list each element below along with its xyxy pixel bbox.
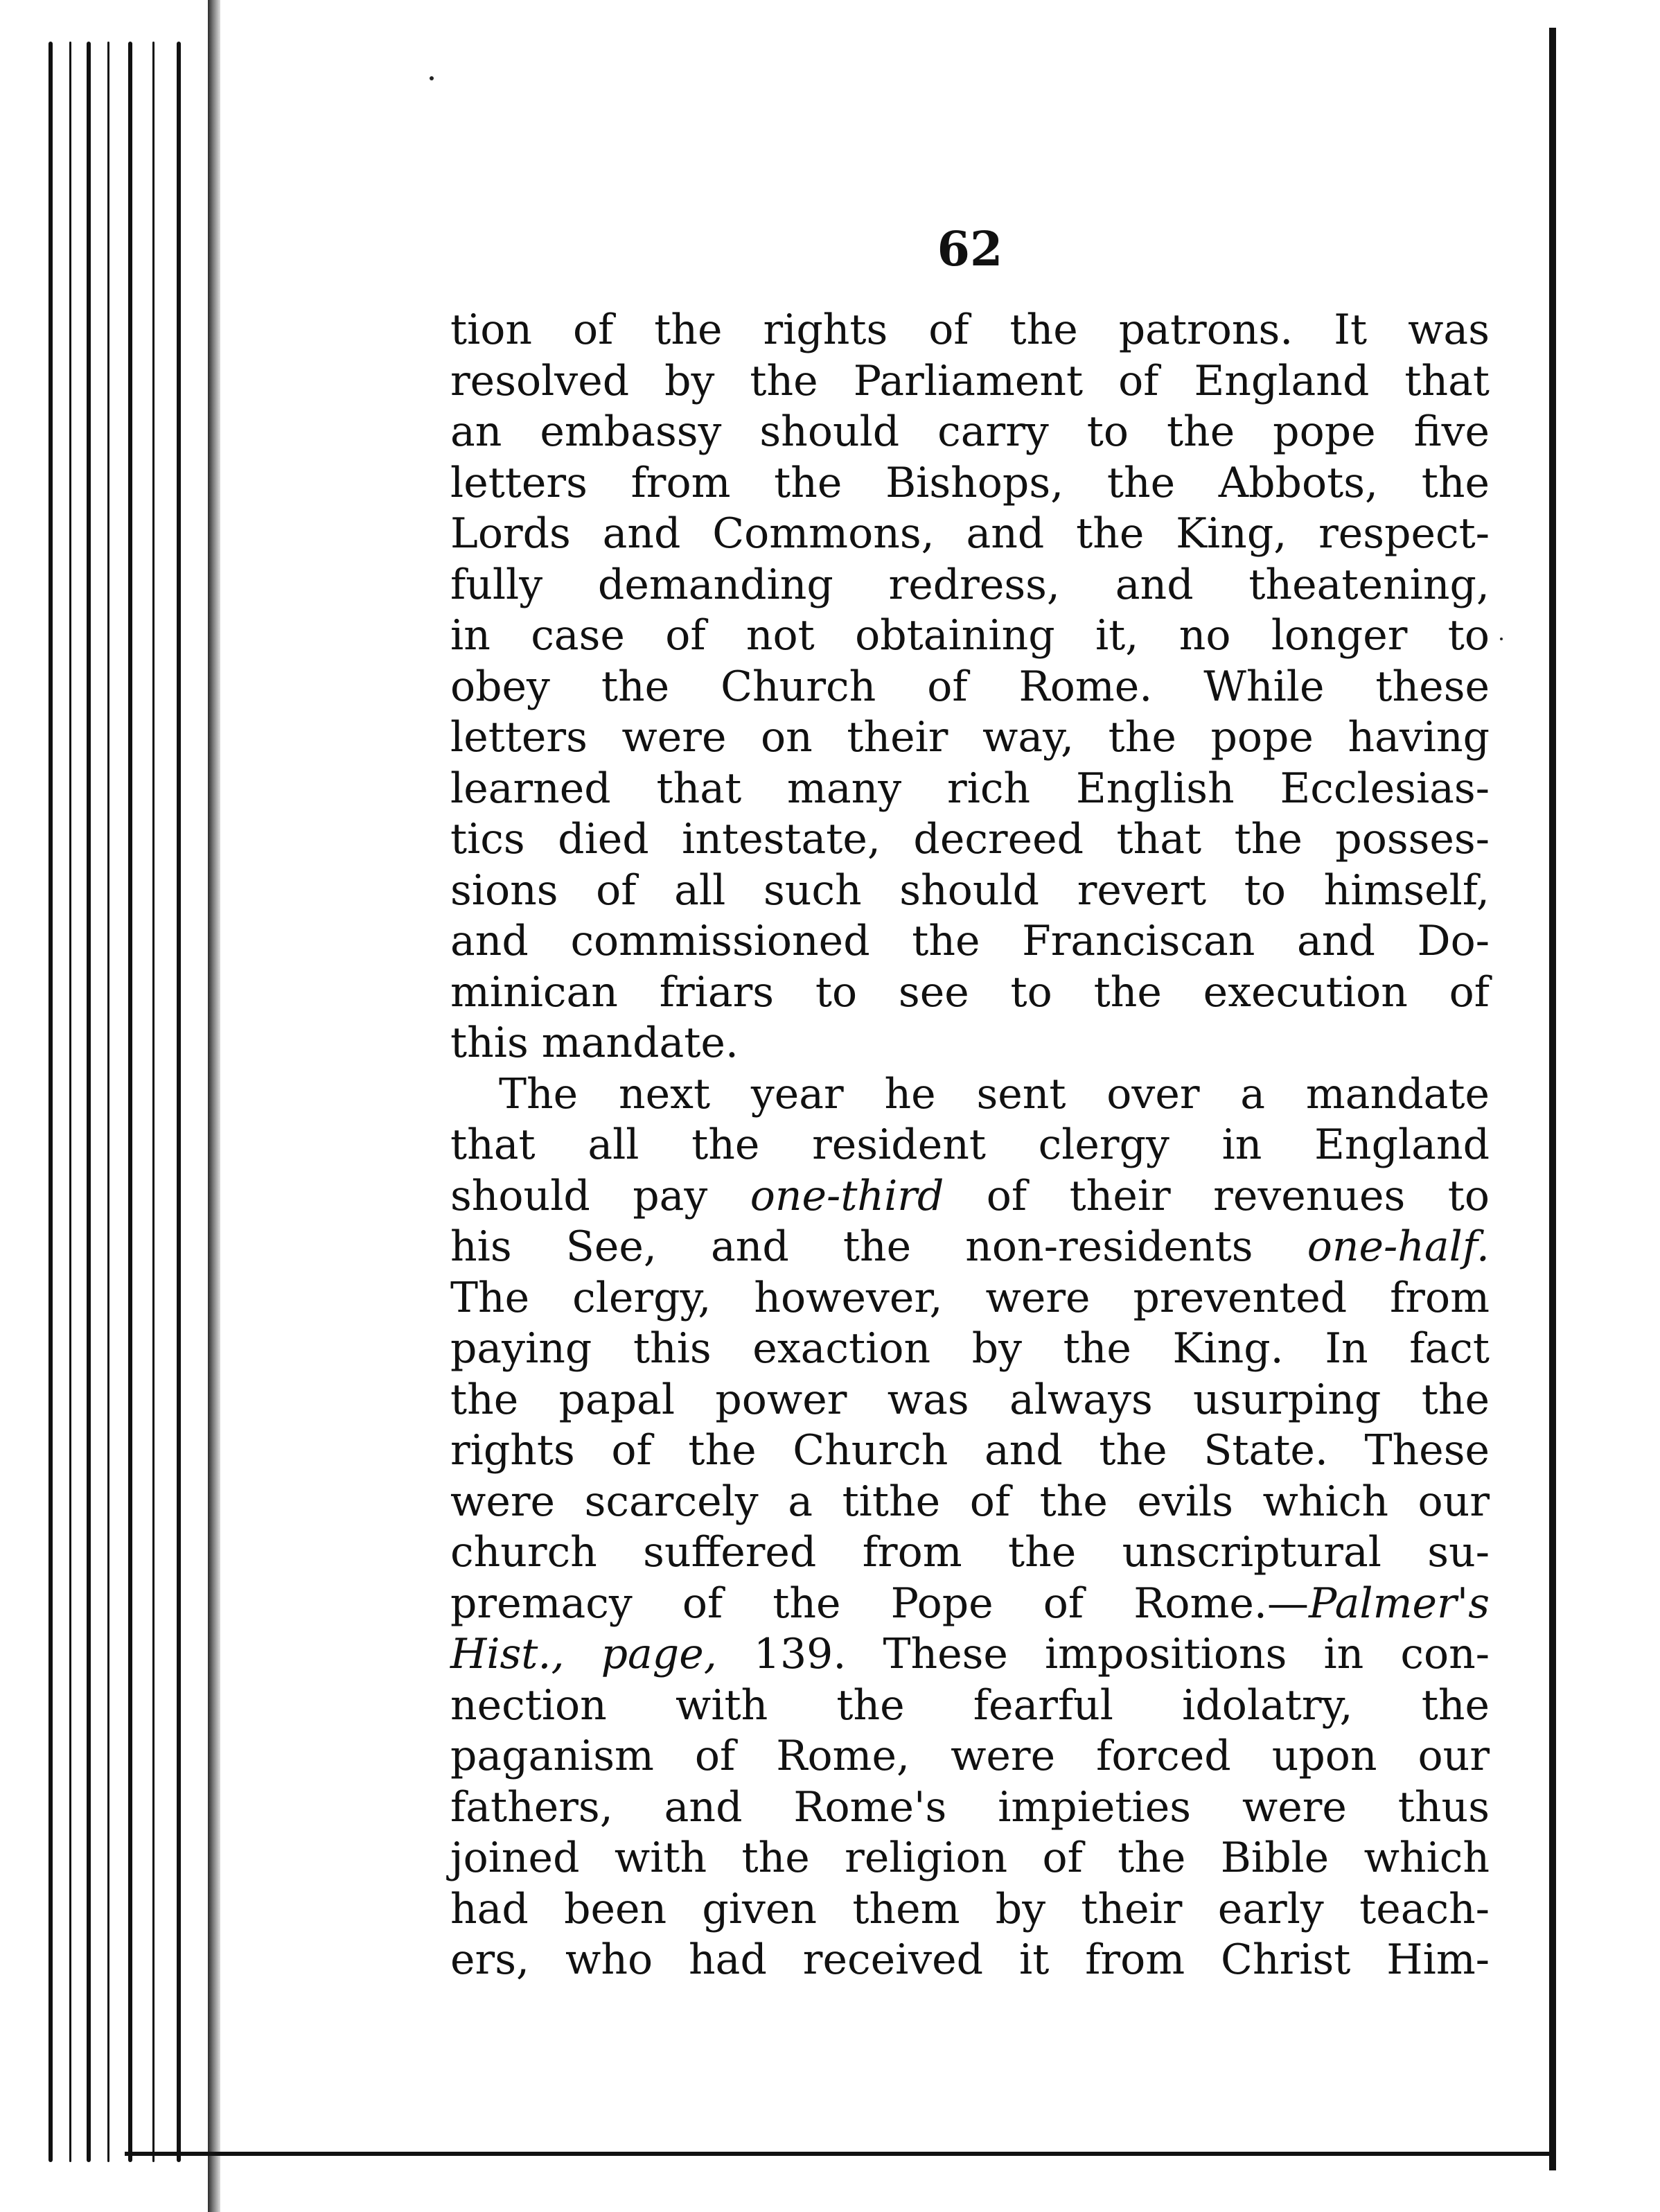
text-line: minican friars to see to the execution of <box>450 967 1490 1017</box>
book-edge-line <box>128 42 132 2162</box>
text-line: fully demanding redress, and theatening, <box>450 560 1490 609</box>
book-edge-line <box>107 42 109 2162</box>
text-line <box>450 1171 1490 1222</box>
text-line: paying this exaction by the King. In fact <box>450 1324 1490 1373</box>
text-line: the papal power was always usurping the <box>450 1375 1490 1424</box>
text-line: sions of all such should revert to himself, <box>450 866 1490 915</box>
page-bottom-edge <box>125 2152 1556 2156</box>
text-line: an embassy should carry to the pope five <box>450 407 1490 456</box>
book-edge-line <box>87 42 91 2162</box>
text-line: rights of the Church and the State. These <box>450 1426 1490 1475</box>
scan-speck <box>1500 638 1503 640</box>
italic-text: Palmer's <box>1308 1579 1490 1628</box>
text-line: letters from the Bishops, the Abbots, the <box>450 458 1490 507</box>
text-line: this mandate. <box>450 1019 739 1067</box>
text-segment: of their revenues to <box>944 1171 1490 1220</box>
paragraph-1 <box>450 305 1490 1069</box>
text-line: church suffered from the unscriptural su- <box>450 1528 1490 1577</box>
text-line: tion of the rights of the patrons. It was <box>450 306 1490 354</box>
text-segment: premacy of the Pope of Rome.— <box>450 1579 1309 1628</box>
text-line <box>450 1629 1490 1680</box>
text-line <box>450 1222 1490 1273</box>
text-line: The next year he sent over a mandate <box>499 1069 1490 1118</box>
book-edge-line <box>69 42 71 2162</box>
italic-text: Hist., page, <box>450 1630 717 1678</box>
text-line: letters were on their way, the pope having <box>450 713 1490 762</box>
text-line: had been given them by their early teach- <box>450 1884 1490 1933</box>
book-edge-line <box>152 42 154 2162</box>
text-line: The clergy, however, were prevented from <box>450 1273 1490 1322</box>
paragraph-2 <box>450 1069 1490 1986</box>
text-line: in case of not obtaining it, no longer to <box>450 611 1490 660</box>
text-line: were scarcely a tithe of the evils which our <box>450 1477 1490 1526</box>
text-line: learned that many rich English Ecclesias- <box>450 764 1490 813</box>
text-line: tics died intestate, decreed that the posses- <box>450 815 1490 863</box>
text-line: fathers, and Rome's impieties were thus <box>450 1782 1490 1832</box>
text-line: ers, who had received it from Christ Him- <box>450 1936 1490 1984</box>
text-segment: his See, and the non-residents <box>450 1222 1307 1271</box>
page-number: 62 <box>937 222 1003 277</box>
text-line: nection with the fearful idolatry, the <box>450 1680 1490 1730</box>
italic-text: one-half. <box>1307 1222 1490 1271</box>
body-text <box>450 305 1490 1986</box>
text-segment: 139. These impositions in con- <box>716 1630 1490 1678</box>
book-edge-line <box>48 42 53 2162</box>
book-edges <box>48 42 222 2162</box>
right-page-border <box>1549 28 1556 2170</box>
book-edge-line <box>177 42 181 2162</box>
text-line: obey the Church of Rome. While these <box>450 662 1490 711</box>
text-segment: should pay <box>450 1171 750 1220</box>
text-line <box>450 1579 1490 1630</box>
italic-text: one-third <box>750 1171 944 1220</box>
text-line: resolved by the Parliament of England that <box>450 356 1490 405</box>
text-line: Lords and Commons, and the King, respect- <box>450 509 1490 558</box>
scan-speck <box>430 76 434 80</box>
text-line: and commissioned the Franciscan and Do- <box>450 917 1490 965</box>
text-line: paganism of Rome, were forced upon our <box>450 1732 1490 1780</box>
text-line: joined with the religion of the Bible which <box>450 1834 1490 1882</box>
text-line: that all the resident clergy in England <box>450 1121 1490 1169</box>
